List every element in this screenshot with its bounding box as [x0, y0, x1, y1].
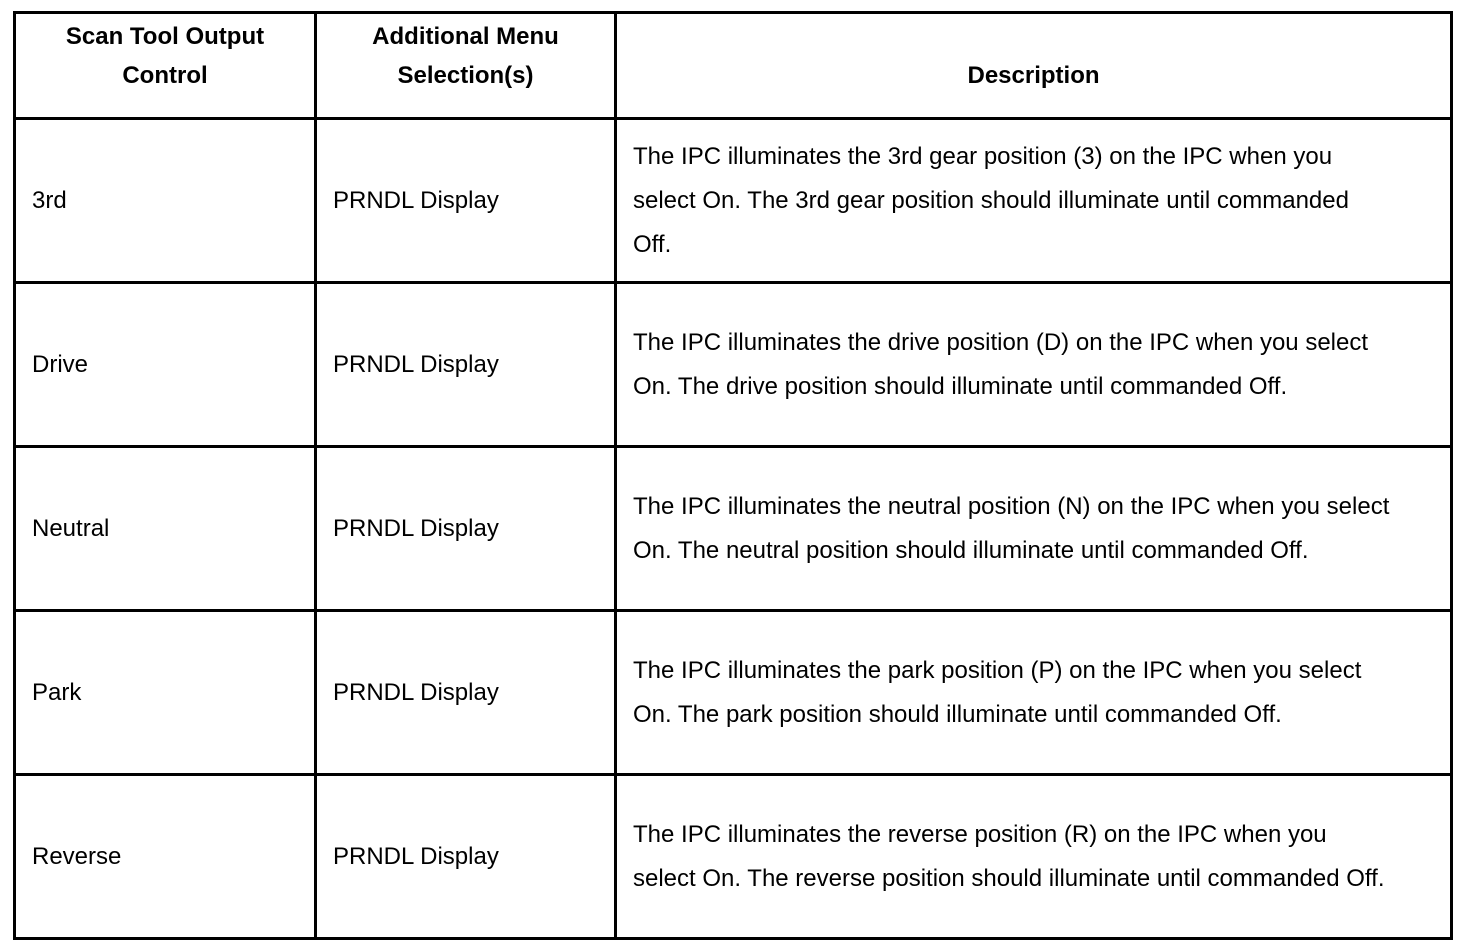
control-value: Neutral [32, 514, 110, 542]
description-cell [616, 283, 1452, 447]
control-value: Park [32, 678, 82, 706]
table-row [15, 611, 1452, 775]
control-value: Drive [32, 350, 89, 378]
table-row [15, 447, 1452, 611]
menu-cell [316, 447, 616, 611]
table-header-row [15, 13, 1452, 119]
control-cell [15, 119, 316, 283]
description-value: The IPC illuminates the park position (P) on the IPC when you select On. The park position should illuminate until commanded Off. [633, 656, 1362, 728]
description-cell [616, 119, 1452, 283]
control-cell [15, 447, 316, 611]
control-value: Reverse [32, 842, 122, 870]
description-value: The IPC illuminates the 3rd gear position (3) on the IPC when you select On. The 3rd gear position should illuminate until commanded Off. [633, 142, 1349, 258]
description-cell [616, 447, 1452, 611]
table-row [15, 283, 1452, 447]
description-cell [616, 611, 1452, 775]
header-label: Scan Tool Output Control [65, 23, 265, 89]
menu-value: PRNDL Display [333, 842, 499, 870]
menu-cell [316, 611, 616, 775]
menu-value: PRNDL Display [333, 350, 499, 378]
control-cell [15, 611, 316, 775]
description-cell [616, 775, 1452, 939]
menu-cell [316, 775, 616, 939]
menu-value: PRNDL Display [333, 514, 499, 542]
header-label: Additional Menu Selection(s) [372, 23, 559, 89]
description-value: The IPC illuminates the reverse position (R) on the IPC when you select On. The reverse position should illuminate until commanded Off. [633, 820, 1385, 892]
header-description [616, 13, 1452, 119]
table-row [15, 775, 1452, 939]
header-additional-menu-selections [316, 13, 616, 119]
menu-cell [316, 283, 616, 447]
menu-value: PRNDL Display [333, 186, 499, 214]
menu-value: PRNDL Display [333, 678, 499, 706]
control-value: 3rd [32, 186, 67, 214]
menu-cell [316, 119, 616, 283]
table-row [15, 119, 1452, 283]
control-cell [15, 775, 316, 939]
output-control-table [13, 11, 1453, 940]
description-value: The IPC illuminates the neutral position (N) on the IPC when you select On. The neutral position should illuminate until commanded Off. [633, 492, 1390, 564]
header-scan-tool-output-control [15, 13, 316, 119]
control-cell [15, 283, 316, 447]
description-value: The IPC illuminates the drive position (D) on the IPC when you select On. The drive position should illuminate until commanded Off. [633, 328, 1369, 400]
header-label: Description [967, 62, 1100, 89]
